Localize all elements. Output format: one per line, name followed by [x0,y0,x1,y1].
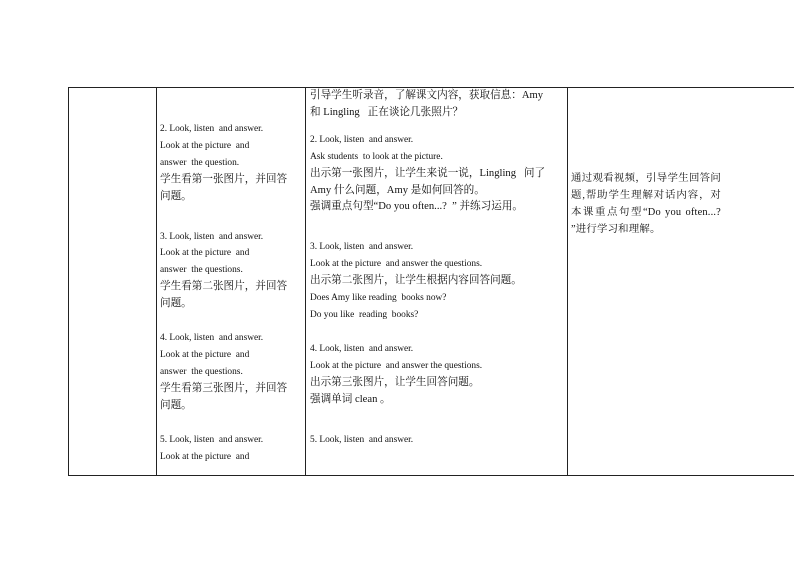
activity-3-cn: 学生看第二张图片，并回答 [160,281,288,293]
column-divider-1 [156,87,157,476]
teacher-intro-line: 引导学生听录音，了解课文内容，获取信息：Amy [310,90,544,101]
column-divider-2 [305,87,306,476]
design-purpose-text: 通过观看视频，引导学生回答问题,帮助学生理解对话内容，对本课重点句型“Do you often...? ”进行学习和理解。 [571,173,721,235]
table-border-left [68,87,69,476]
activity-4-line: answer the questions. [160,366,243,377]
column-divider-3 [567,87,568,476]
teacher-intro-line: 和 Lingling 正在谈论几张照片？ [310,106,464,118]
activity-2-heading: 2. Look, listen and answer. [160,124,264,134]
activity-4-cn: 问题。 [160,399,192,411]
teacher-2-heading: 2. Look, listen and answer. [310,134,414,145]
activity-2-cn: 问题。 [160,190,192,202]
table-border-bottom [68,475,794,476]
activity-3-line: answer the questions. [160,265,243,276]
activity-3-cn: 问题。 [160,298,192,310]
teacher-3-line: Does Amy like reading books now? [310,293,447,304]
teacher-2-line: Amy 什么问题，Amy 是如何回答的。 [310,184,485,196]
activity-2-cn: 学生看第一张图片，并回答 [160,173,288,185]
teacher-2-line: 强调重点句型“Do you often...? ” 并练习运用。 [310,201,524,213]
teacher-3-heading: 3. Look, listen and answer. [310,242,414,253]
teacher-5-heading: 5. Look, listen and answer. [310,434,414,445]
activity-2-line: answer the question. [160,157,240,168]
teacher-4-line: 出示第三张图片，让学生回答问题。 [310,376,480,388]
teacher-4-heading: 4. Look, listen and answer. [310,343,414,354]
activity-3-line: Look at the picture and [160,248,250,259]
teacher-3-line: Look at the picture and answer the questions. [310,259,483,270]
teacher-2-line: 出示第一张图片，让学生来说一说，Lingling 问了 [310,167,546,179]
activity-4-heading: 4. Look, listen and answer. [160,333,264,344]
activity-2-line: Look at the picture and [160,140,250,151]
activity-5-heading: 5. Look, listen and answer. [160,434,264,445]
teacher-3-line: Do you like reading books? [310,309,419,320]
teacher-activity-column [310,88,566,448]
activity-5-line: Look at the picture and [160,451,250,462]
activity-3-heading: 3. Look, listen and answer. [160,231,264,242]
activity-4-cn: 学生看第三张图片，并回答 [160,382,288,394]
teacher-3-line: 出示第二张图片，让学生根据内容回答问题。 [310,275,522,287]
activity-4-line: Look at the picture and [160,349,250,360]
teacher-4-line: 强调单词 clean 。 [310,393,391,405]
teacher-2-line: Ask students to look at the picture. [310,151,443,162]
student-activity-column [160,121,304,465]
teacher-4-line: Look at the picture and answer the questions. [310,360,483,371]
